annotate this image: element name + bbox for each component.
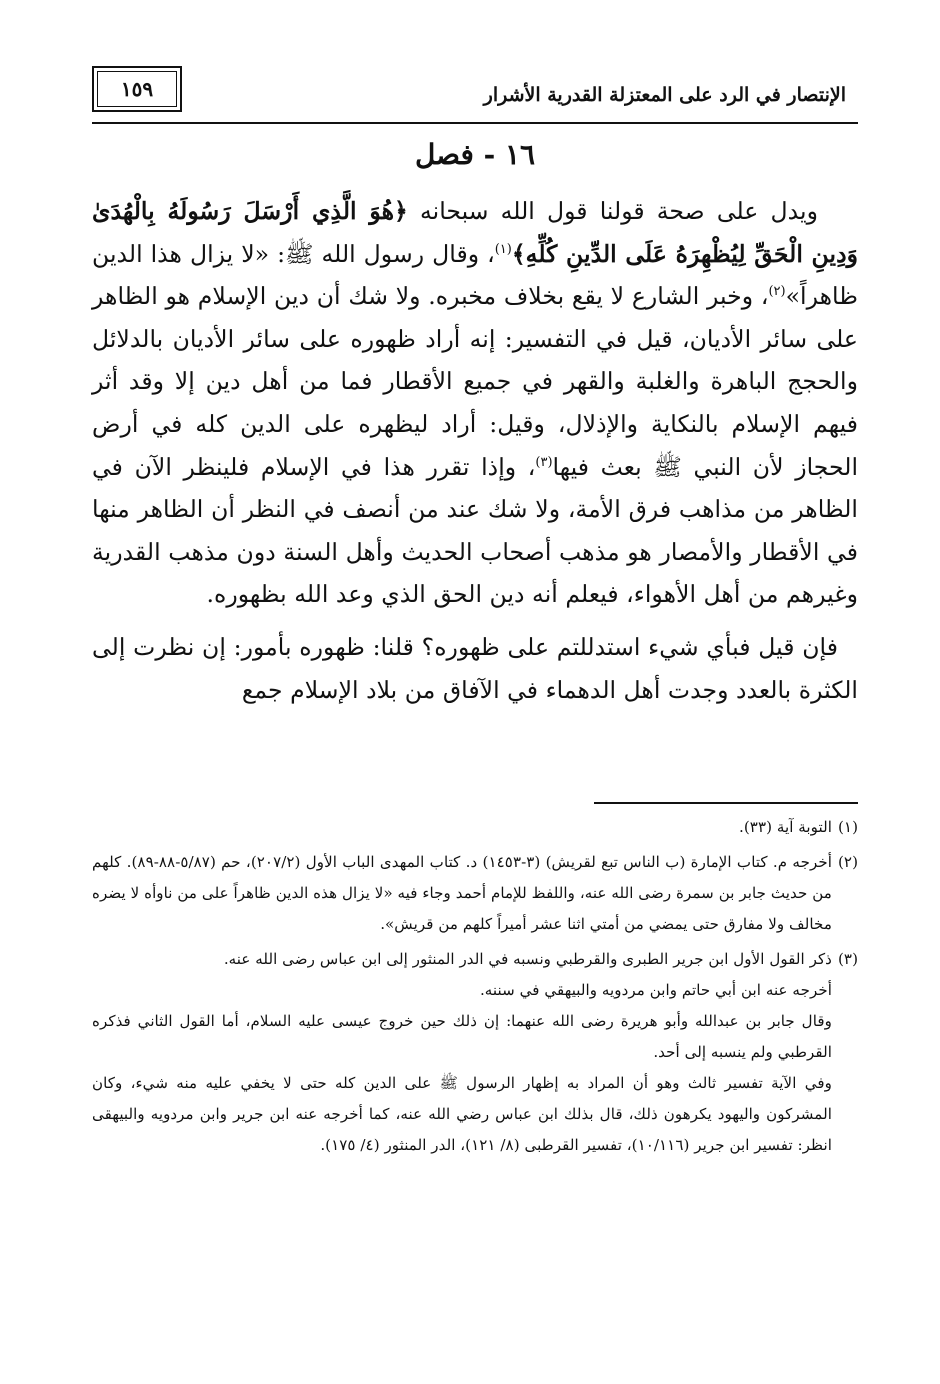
- paragraph-1-intro: ويدل على صحة قولنا قول الله سبحانه: [407, 197, 818, 225]
- paragraph-1-part-4: ، وإذا تقرر هذا في الإسلام فلينظر الآن في الظاهر من مذاهب فرق الأمة، ولا شك عند من أنصف في النظر أن الظاهر منها في الأقطار والأمصار هو مذهب أصحاب الحديث وأهل السنة دون مذهب القدرية وغيرهم من أهل الأهواء، فيعلم أنه دين الحق الذي وعد الله بظهوره.: [92, 452, 858, 609]
- paragraph-1-part-2: ، وقال رسول الله ﷺ: «لا يزال هذا الدين ظاهراً»: [92, 239, 858, 311]
- footnote-2: [92, 847, 858, 940]
- footnote-3: [92, 944, 858, 1161]
- page-number: ١٥٩: [120, 77, 154, 101]
- page-number-box: [92, 66, 182, 112]
- footnote-text: ذكر القول الأول ابن جرير الطبرى والقرطبي ونسبه في الدر المنثور إلى ابن عباس رضى الله عنه.: [223, 950, 832, 968]
- quran-verse: ﴿هُوَ الَّذِي أَرْسَلَ رَسُولَهُ بِالْهُدَىٰ وَدِينِ الْحَقِّ لِيُظْهِرَهُ عَلَى الدِّينِ كُلِّهِ﴾: [92, 197, 858, 268]
- footnote-rule: [594, 802, 858, 804]
- footnote-ref-3: (٣): [535, 454, 553, 470]
- footnote-ref-2: (٢): [768, 284, 786, 300]
- section-heading: ١٦ - فصل: [414, 138, 536, 171]
- footnote-text: وقال جابر بن عبدالله وأبو هريرة رضى الله عنهما: إن ذلك حين خروج عيسى عليه السلام، أما القول الثاني فذكره القرطبي ولم ينسبه إلى أحد.: [92, 1012, 832, 1061]
- footnote-text: التوبة آية (٣٣).: [739, 818, 832, 836]
- footnote-marker: (٣): [837, 950, 858, 968]
- paragraph-2: فإن قيل فبأي شيء استدللتم على ظهوره؟ قلنا: ظهوره بأمور: إن نظرت إلى الكثرة بالعدد وجدت أهل الدهماء في الآفاق من بلاد الإسلام جمع: [92, 632, 858, 704]
- header-rule: [92, 122, 858, 124]
- footnote-ref-1: (١): [494, 241, 512, 257]
- footnote-text: أخرجه م. كتاب الإمارة (ب الناس تبع لقريش) (٣-١٤٥٣) د. كتاب المهدى الباب الأول (٢٠٧/٢)، حم (٥/٨٧-٨٨-٨٩). كلهم من حديث جابر بن سمرة رضى الله عنه، واللفظ للإمام أحمد وجاء فيه «لا يزال هذه الدين ظاهراً على من ناوأه لا يضره مخالف ولا مفارق حتى يمضي من أمتي اثنا عشر أميراً كلهم من قريش».: [92, 853, 832, 933]
- paragraph-1: [92, 190, 858, 616]
- footnotes: [92, 812, 858, 1161]
- paragraph-1-part-3: ، وخبر الشارع لا يقع بخلاف مخبره. ولا شك أن دين الإسلام هو الظاهر على سائر الأديان، قيل في التفسير: إنه أراد ظهوره على سائر الأديان بالدلائل والحجج الباهرة والغلبة والقهر في جميع الأقطار فما من أهل دين إلا وقد أثر فيهم الإسلام بالنكاية والإذلال، وقيل: أراد ليظهره على الدين كله في أرض الحجاز لأن النبي ﷺ بعث فيها: [92, 282, 858, 481]
- book-title: الإنتصار في الرد على المعتزلة القدرية الأشرار: [483, 84, 846, 106]
- footnote-1: [92, 812, 858, 843]
- footnote-text: أخرجه عنه ابن أبي حاتم وابن مردويه والبيهقي في سننه.: [479, 981, 832, 999]
- running-header: [92, 66, 858, 122]
- footnote-text: وفي الآية تفسير ثالث وهو أن المراد به إظهار الرسول ﷺ على الدين كله حتى لا يخفي عليه منه شيء، وكان المشركون واليهود يكرهون ذلك، قال بذلك ابن عباس رضي الله عنه، كما أخرجه عنه ابن جرير وابن مردويه والبيهقى انظر: تفسير ابن جرير (١٠/١١٦)، تفسير القرطبى (٨/ ١٢١)، الدر المنثور (٤/ ١٧٥).: [92, 1074, 832, 1154]
- main-text: [92, 190, 858, 711]
- footnote-marker: (١): [837, 818, 858, 836]
- footnote-marker: (٢): [837, 853, 858, 871]
